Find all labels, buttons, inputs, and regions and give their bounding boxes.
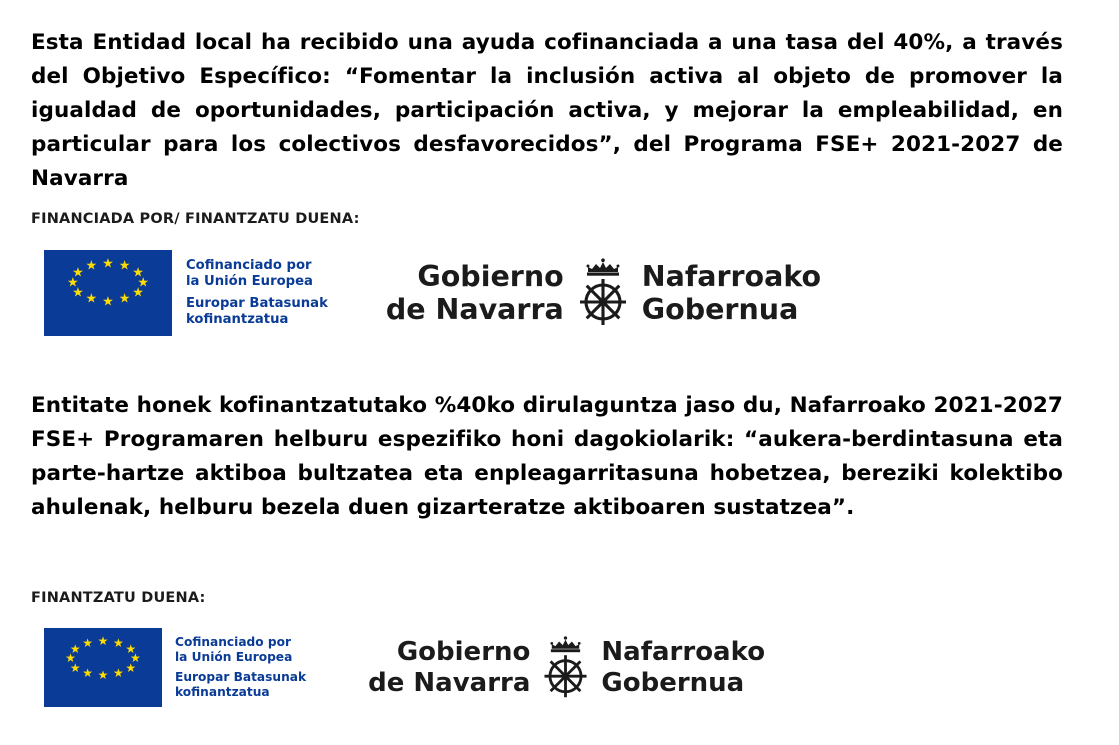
navarra-text-spanish xyxy=(368,637,530,697)
navarra-right-line-2: Gobernua xyxy=(641,293,799,326)
navarra-left-line-2: de Navarra xyxy=(385,293,564,326)
paragraph-spanish: Esta Entidad local ha recibido una ayuda cofinanciada a una tasa del 40%, a través del Objetivo Específico: “Fomentar la inclusión activa al objeto de promover la igualdad de oportunidades, participación activa, y mejorar la empleabilidad, en particular para los colectivos desfavorecidos”, del Programa FSE+ 2021-2027 de Navarra xyxy=(31,30,1063,191)
eu-text-line-es-2: la Unión Europea xyxy=(175,650,293,665)
logo-row-top xyxy=(44,250,821,336)
navarra-coat-of-arms-icon xyxy=(539,634,592,702)
navarra-right-line-1: Nafarroako xyxy=(641,259,822,293)
eu-text-line-eu-1: Europar Batasunak xyxy=(186,295,328,311)
funding-caption-1: FINANCIADA POR/ FINANTZATU DUENA: xyxy=(31,211,360,227)
navarra-coat-of-arms-icon xyxy=(574,256,632,330)
logo-row-bottom xyxy=(44,628,765,707)
navarra-left-line-1: Gobierno xyxy=(396,637,531,668)
european-union-flag-icon: ★ ★ ★ ★ ★ ★ ★ ★ ★ ★ ★ ★ xyxy=(44,250,172,336)
eu-text-line-es-1: Cofinanciado por xyxy=(175,635,292,650)
gobierno-navarra-logo xyxy=(386,256,821,330)
navarra-text-basque xyxy=(642,260,821,326)
european-union-flag-icon: ★ ★ ★ ★ ★ ★ ★ ★ ★ ★ ★ ★ xyxy=(44,628,162,707)
eu-text-line-eu-2: kofinantzatua xyxy=(175,684,270,699)
eu-funding-logo xyxy=(44,250,328,336)
eu-text-line-eu-1: Europar Batasunak xyxy=(175,670,307,685)
eu-text-line-es-1: Cofinanciado por xyxy=(186,258,312,274)
navarra-text-spanish xyxy=(386,260,564,326)
eu-funding-text xyxy=(186,258,328,328)
eu-funding-text xyxy=(175,635,306,700)
eu-text-line-eu-2: kofinantzatua xyxy=(186,311,289,327)
navarra-right-line-1: Nafarroako xyxy=(601,637,766,668)
gobierno-navarra-logo xyxy=(368,634,765,702)
navarra-left-line-2: de Navarra xyxy=(368,667,531,698)
navarra-right-line-2: Gobernua xyxy=(601,667,745,698)
navarra-left-line-1: Gobierno xyxy=(417,259,564,293)
eu-text-line-es-2: la Unión Europea xyxy=(186,274,313,290)
navarra-text-basque xyxy=(601,637,765,697)
funding-caption-2: FINANTZATU DUENA: xyxy=(31,590,206,606)
paragraph-basque: Entitate honek kofinantzatutako %40ko dirulaguntza jaso du, Nafarroako 2021-2027 FSE+ Programaren helburu espezifiko honi dagokiolarik: “aukera-berdintasuna eta parte-hartze aktiboa bultzatea eta enpleagarritasuna hobetzea, bereziki kolektibo ahulenak, helburu bezela duen gizarteratze aktiboaren sustatzea”. xyxy=(31,393,1063,520)
eu-funding-logo xyxy=(44,628,306,707)
